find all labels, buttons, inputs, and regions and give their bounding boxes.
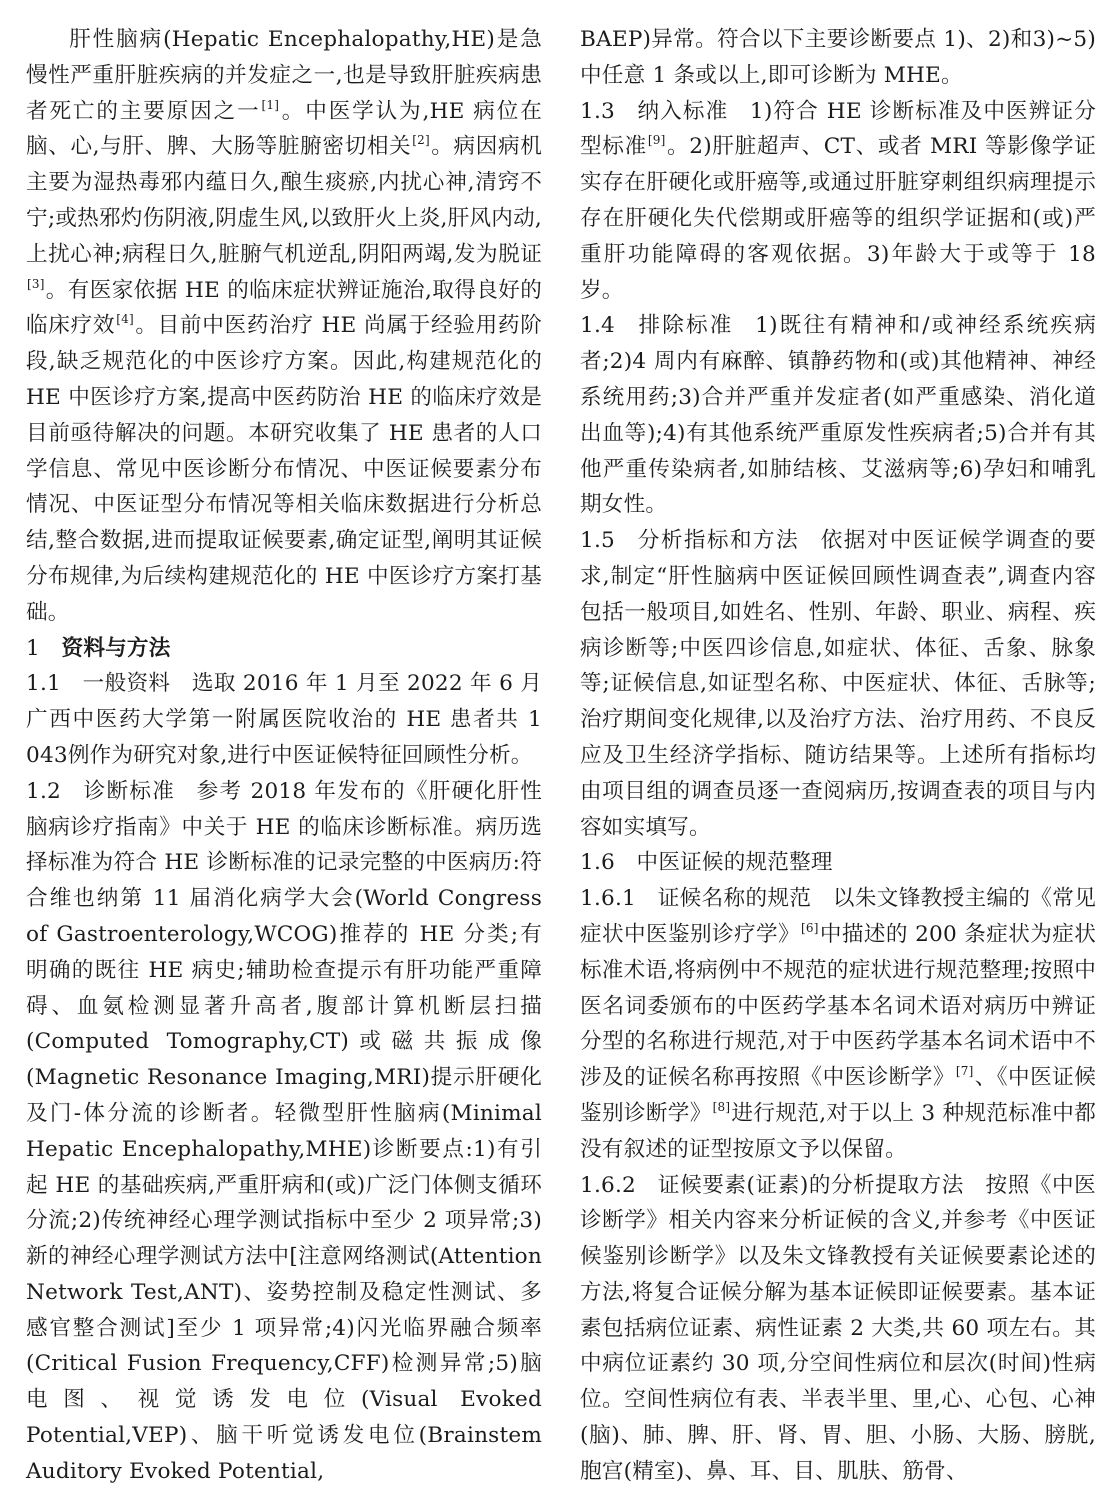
subsection-1-1: [26, 666, 542, 773]
subsection-label: 诊断标准: [82, 778, 176, 804]
citation: [7]: [955, 1064, 974, 1079]
subsection-1-3: [580, 94, 1096, 309]
subsection-label: 纳入标准: [636, 98, 729, 124]
subsection-number: 1.3: [580, 98, 615, 124]
subsection-title: 中医证候的规范整理: [636, 850, 833, 876]
subsection-text: 中描述的 200 条症状为症状标准术语,将病例中不规范的症状进行规范整理;按照中医名词委颁布的中医药学基本名词术语对病历中辨证分型的名称进行规范,对于中医药学基本名词术语中不涉及的证候名称再按照《中医诊断学》: [580, 921, 1096, 1091]
subsection-number: 1.4: [580, 313, 615, 339]
subsection-1-2: [26, 774, 542, 1490]
subsection-number: 1.5: [580, 528, 615, 554]
subsection-text: 选取 2016 年 1 月至 2022 年 6 月广西中医药大学第一附属医院收治的 HE 患者共 1 043例作为研究对象,进行中医证候特征回顾性分析。: [26, 671, 542, 768]
subsection-text: 依据对中医证候学调查的要求,制定“肝性脑病中医证候回顾性调查表”,调查内容包括一般项目,如姓名、性别、年龄、职业、病程、疾病诊断等;中医四诊信息,如症状、体征、舌象、脉象等;证候信息,如证型名称、中医症状、体征、舌脉等;治疗期间变化规律,以及治疗方法、治疗用药、不良反应及卫生经济学指标、随访结果等。上述所有指标均由项目组的调查员逐一查阅病历,按调查表的项目与内容如实填写。: [580, 528, 1097, 840]
subsection-text: 。2)肝脏超声、CT、或者 MRI 等影像学证实存在肝硬化或肝癌等,或通过肝脏穿刺组织病理提示存在肝硬化失代偿期或肝癌等的组织学证据和(或)严重肝功能障碍的客观依据。3)年龄大于或等于 18 岁。: [580, 134, 1096, 303]
subsection-text: 以朱文锋教授主编的《常见症状中医鉴别诊疗学》: [580, 886, 1097, 947]
subsection-text: 进行规范,对于以上 3 种规范标准中都没有叙述的证型按原文予以保留。: [580, 1100, 1097, 1162]
subsection-label: 排除标准: [636, 313, 734, 339]
intro-text: 。病因病机主要为湿热毒邪内蕴日久,酿生痰瘀,内扰心神,清窍不宁;或热邪灼伤阴液,阴虚生风,以致肝火上炎,肝风内动,上扰心神;病程日久,脏腑气机逆乱,阴阳两竭,发为脱证: [26, 134, 542, 267]
subsection-label: 一般资料: [82, 671, 171, 697]
citation: [1]: [261, 97, 280, 112]
section-heading: [26, 631, 542, 667]
subsection-1-2-continued: BAEP)异常。符合以下主要诊断要点 1)、2)和3)~5)中任意 1 条或以上,即可诊断为 MHE。: [580, 27, 1096, 88]
intro-text: 。目前中医药治疗 HE 尚属于经验用药阶段,缺乏规范化的中医诊疗方案。因此,构建规范化的 HE 中医诊疗方案,提高中医药防治 HE 的临床疗效是目前亟待解决的问题。本研究收集了 HE 患者的人口学信息、常见中医诊断分布情况、中医证候要素分布情况、中医证型分布情况等相关临床数据进行分析总结,整合数据,进而提取证候要素,确定证型,阐明其证候分布规律,为后续构建规范化的 HE 中医诊疗方案打基础。: [26, 313, 542, 625]
subsection-text: 按照《中医诊断学》相关内容来分析证候的含义,并参考《中医证候鉴别诊断学》以及朱文锋教授有关证候要素论述的方法,将复合证候分解为基本证候即证候要素。基本证素包括病位证素、病性证素 2 大类,共 60 项左右。其中病位证素约 30 项,分空间性病位和层次(时间)性病位。空间性病位有表、半表半里、里,心、心包、心神(脑)、肺、脾、肝、肾、胃、胆、小肠、大肠、膀胱,胞宫(精室)、鼻、耳、目、肌肤、筋骨、: [580, 1172, 1096, 1484]
subsection-1-6-heading: [580, 845, 1096, 881]
intro-text: 。中医学认为,HE 病位在脑、心,与肝、脾、大肠等脏腑密切相关: [26, 98, 542, 160]
citation: [4]: [116, 312, 134, 327]
subsection-number: 1.1: [26, 671, 61, 697]
left-column: [26, 22, 542, 1490]
subsection-1-5: [580, 523, 1096, 845]
subsection-1-6-1: [580, 881, 1096, 1167]
intro-text: 肝性脑病(Hepatic Encephalopathy,HE)是急慢性严重肝脏疾病的并发症之一,也是导致肝脏疾病患者死亡的主要原因之一: [26, 27, 542, 124]
subsection-number: 1.2: [26, 778, 61, 804]
subsection-number: 1.6: [580, 850, 615, 876]
intro-text: 。有医家依据 HE 的临床症状辨证施治,取得良好的临床疗效: [26, 277, 542, 339]
subsection-text: 、《中医证候鉴别诊断学》: [580, 1065, 1096, 1126]
citation: [9]: [647, 133, 666, 148]
intro-paragraph: [26, 22, 542, 631]
subsection-text: 1)符合 HE 诊断标准及中医辨证分型标准: [580, 98, 1096, 160]
citation: [3]: [27, 276, 45, 291]
subsection-label: 证候名称的规范: [657, 886, 812, 912]
citation: [8]: [712, 1099, 731, 1114]
subsection-text: 参考 2018 年发布的《肝硬化肝性脑病诊疗指南》中关于 HE 的临床诊断标准。病历选择标准为符合 HE 诊断标准的记录完整的中医病历:符合维也纳第 11 届消化病学大会(World Congress of Gastroenterology,WCOG)推荐的 HE 分类;有明确的既往 HE 病史;辅助检查提示有肝功能严重障碍、血氨检测显著升高者,腹部计算机断层扫描(Computed Tomography,CT)或磁共振成像(Magnetic Resonance Imaging,MRI)提示肝硬化及门-体分流的诊断者。轻微型肝性脑病(Minimal Hepatic Encephalopathy,MHE)诊断要点:1)有引起 HE 的基础疾病,严重肝病和(或)广泛门体侧支循环分流;2)传统神经心理学测试指标中至少 2 项异常;3)新的神经心理学测试方法中[注意网络测试(Attention Network Test,ANT)、姿势控制及稳定性测试、多感官整合测试]至少 1 项异常;4)闪光临界融合频率(Critical Fusion Frequency,CFF)检测异常;5)脑电图、视觉诱发电位(Visual Evoked Potential,VEP)、脑干听觉诱发电位(Brainstem Auditory Evoked Potential,: [26, 778, 542, 1484]
right-column: [580, 22, 1096, 1490]
subsection-number: 1.6.2: [580, 1172, 636, 1198]
citation: [6]: [801, 920, 819, 935]
section-number: 1: [26, 635, 40, 661]
subsection-label: 证候要素(证素)的分析提取方法: [657, 1172, 964, 1198]
subsection-number: 1.6.1: [580, 886, 636, 912]
subsection-label: 分析指标和方法: [636, 528, 800, 554]
subsection-text: 1)既往有精神和/或神经系统疾病者;2)4 周内有麻醉、镇静药物和(或)其他精神、神经系统用药;3)合并严重并发症者(如严重感染、消化道出血等);4)有其他系统严重原发性疾病者;5)合并有其他严重传染病者,如肺结核、艾滋病等;6)孕妇和哺乳期女性。: [580, 313, 1096, 518]
subsection-1-6-2: [580, 1168, 1096, 1490]
section-title: 资料与方法: [61, 635, 171, 661]
citation: [2]: [412, 133, 430, 148]
subsection-1-4: [580, 308, 1096, 523]
